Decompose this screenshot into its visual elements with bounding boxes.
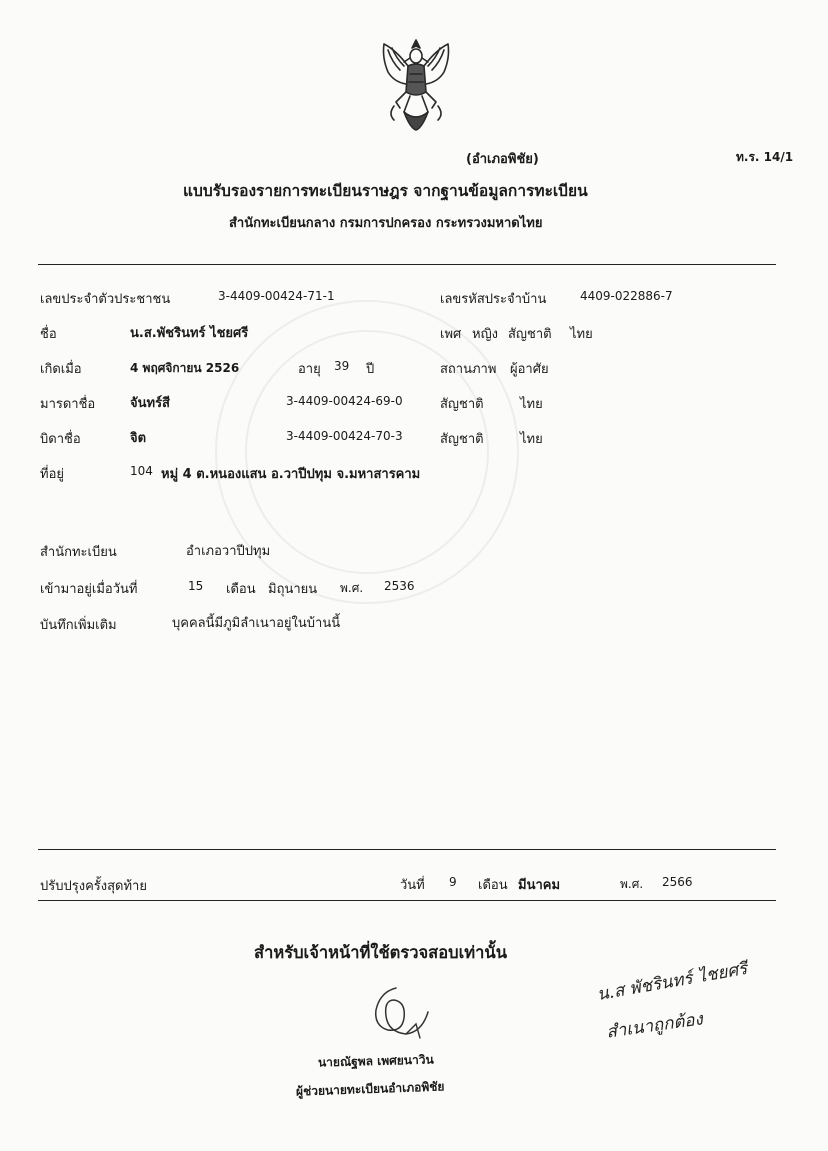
nationality-label: สัญชาติ <box>508 327 552 342</box>
last-update-label: ปรับปรุงครั้งสุดท้าย <box>40 879 147 894</box>
update-day-label: วันที่ <box>400 878 425 893</box>
father-nationality-label: สัญชาติ <box>440 432 484 447</box>
document-subtitle: สำนักทะเบียนกลาง กรมการปกครอง กระทรวงมหาดไทย <box>229 216 543 231</box>
registry-office-label: สำนักทะเบียน <box>40 545 117 560</box>
update-month-label: เดือน <box>478 878 508 893</box>
registry-office-value: อำเภอวาปีปทุม <box>186 544 271 559</box>
moved-in-day: 15 <box>188 579 204 593</box>
mother-label: มารดาชื่อ <box>40 397 96 412</box>
update-year: 2566 <box>662 875 693 889</box>
mother-nationality-value: ไทย <box>520 397 543 412</box>
update-month: มีนาคม <box>518 878 561 893</box>
father-name: จิต <box>130 431 147 446</box>
note-value: บุคคลนี้มีภูมิลำเนาอยู่ในบ้านนี้ <box>172 616 341 631</box>
note-label: บันทึกเพิ่มเติม <box>40 618 117 633</box>
divider-update-top <box>38 849 776 850</box>
moved-in-year: 2536 <box>384 579 415 593</box>
birth-value: 4 พฤศจิกายน 2526 <box>130 361 240 375</box>
sex-label: เพศ <box>440 327 462 342</box>
handwritten-certified: สำเนาถูกต้อง <box>605 1009 705 1043</box>
moved-in-month: มิถุนายน <box>268 582 318 597</box>
form-code: ท.ร. 14/1 <box>736 150 794 164</box>
status-label: สถานภาพ <box>440 362 497 377</box>
father-id: 3-4409-00424-70-3 <box>286 429 403 443</box>
id-value: 3-4409-00424-71-1 <box>218 289 335 303</box>
address-number: 104 <box>130 464 153 478</box>
name-label: ชื่อ <box>40 327 57 342</box>
age-label: อายุ <box>298 362 321 377</box>
sex-value: หญิง <box>472 327 498 342</box>
mother-name: จันทร์สี <box>130 396 170 411</box>
name-value: น.ส.พัชรินทร์ ไชยศรี <box>130 326 249 341</box>
update-day: 9 <box>449 875 457 889</box>
father-nationality-value: ไทย <box>520 432 543 447</box>
age-value: 39 <box>334 359 350 373</box>
officer-name: นายณัฐพล เพศยนาวิน <box>317 1052 434 1070</box>
mother-nationality-label: สัญชาติ <box>440 397 484 412</box>
id-label: เลขประจำตัวประชาชน <box>40 292 171 307</box>
moved-in-label: เข้ามาอยู่เมื่อวันที่ <box>40 582 138 597</box>
birth-label: เกิดเมื่อ <box>40 362 82 377</box>
official-use-note: สำหรับเจ้าหน้าที่ใช้ตรวจสอบเท่านั้น <box>254 943 507 962</box>
address-label: ที่อยู่ <box>40 467 64 482</box>
moved-in-month-label: เดือน <box>226 582 256 597</box>
office-name: (อำเภอพิชัย) <box>466 152 539 167</box>
mother-id: 3-4409-00424-69-0 <box>286 394 403 408</box>
divider-top <box>38 264 776 265</box>
moved-in-year-label: พ.ศ. <box>340 581 364 595</box>
divider-update-bottom <box>38 900 776 901</box>
age-unit: ปี <box>366 362 375 377</box>
house-value: 4409-022886-7 <box>580 289 673 303</box>
handwritten-name: น.ส พัชรินทร์ ไชยศรี <box>595 958 749 1006</box>
nationality-value: ไทย <box>570 327 593 342</box>
address-value: หมู่ 4 ต.หนองแสน อ.วาปีปทุม จ.มหาสารคาม <box>161 467 421 482</box>
document-title: แบบรับรองรายการทะเบียนราษฎร จากฐานข้อมูลการทะเบียน <box>183 182 588 200</box>
officer-title: ผู้ช่วยนายทะเบียนอำเภอพิชัย <box>295 1079 445 1099</box>
update-year-label: พ.ศ. <box>620 877 644 891</box>
father-label: บิดาชื่อ <box>40 432 81 447</box>
house-label: เลขรหัสประจำบ้าน <box>440 292 547 307</box>
officer-signature <box>362 982 436 1042</box>
garuda-emblem-icon <box>374 36 458 134</box>
status-value: ผู้อาศัย <box>510 362 549 377</box>
